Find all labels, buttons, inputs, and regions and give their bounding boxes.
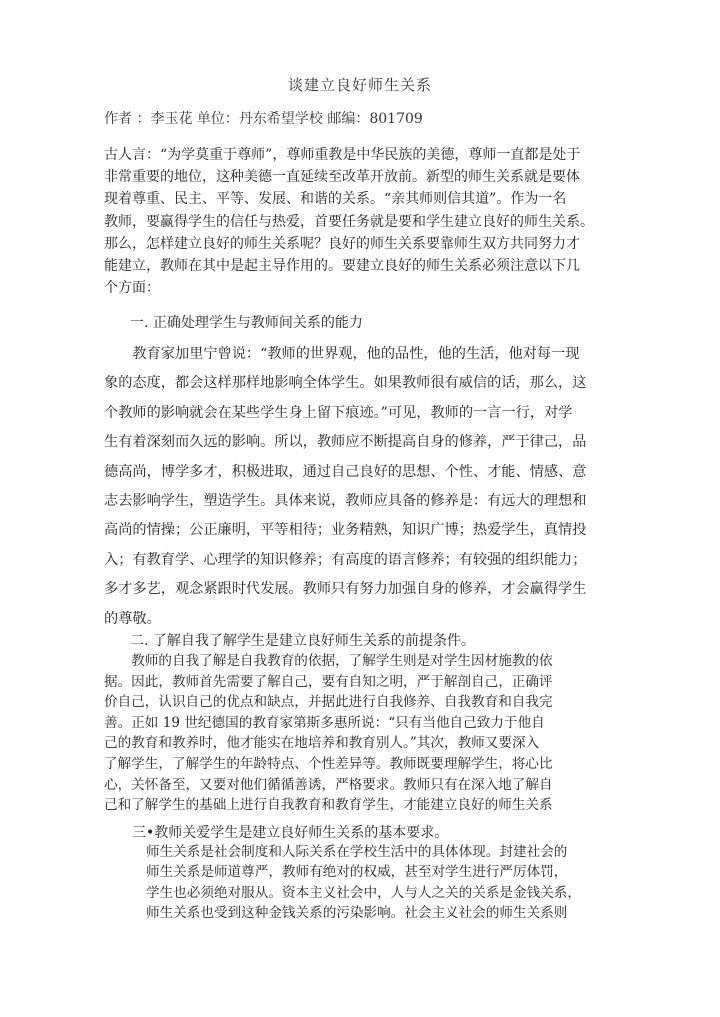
text-line: 高尚的情操；公正廉明，平等相待；业务精熟，知识广博；热爱学生，真情投 xyxy=(104,522,587,539)
text-line: 善。正如 19 世纪德国的教育家第斯多惠所说：“只有当他自己致力于他自 xyxy=(104,714,545,731)
text-line: 己和了解学生的基础上进行自我教育和教育学生，才能建立良好的师生关系 xyxy=(104,797,553,814)
text-line: 古人言：“为学莫重于尊师”，尊师重教是中华民族的美德，尊师一直都是处于 xyxy=(104,147,581,163)
text-line: 学生也必须绝对服从。资本主义社会中，人与人之关的关系是金钱关系， xyxy=(146,884,581,901)
section-2-paragraph xyxy=(104,651,624,816)
text-line: 师生关系是社会制度和人际关系在学校生活中的具体体现。封建社会的 xyxy=(146,844,568,860)
text-line: 现着尊重、民主、平等、发展、和谐的关系。“亲其师则信其道”。作为一名 xyxy=(104,191,567,208)
text-line: 个教师的影响就会在某些学生身上留下痕迹。”可见，教师的一言一行，对学 xyxy=(104,404,573,421)
section-1-heading: 一. 正确处理学生与教师间关系的能力 xyxy=(130,315,363,331)
section-1-paragraph xyxy=(104,340,624,634)
text-line: 教师的自我了解是自我教育的依据，了解学生则是对学生因材施教的依 xyxy=(104,653,553,669)
text-line: 教师，要赢得学生的信任与热爱，首要任务就是要和学生建立良好的师生关系。 xyxy=(104,213,594,230)
intro-paragraph xyxy=(104,144,624,299)
text-line: 志去影响学生，塑造学生。具体来说，教师应具备的修养是：有远大的理想和 xyxy=(104,493,587,510)
text-line: 师生关系是师道尊严，教师有绝对的权威，甚至对学生进行严厉体罚， xyxy=(146,864,568,881)
text-line: 师生关系也受到这种金钱关系的污染影响。社会主义社会的师生关系则 xyxy=(146,905,568,922)
document-title: 谈建立良好师生关系 xyxy=(287,76,432,94)
text-line: 了解学生，了解学生的年龄特点、个性差异等。教师既要理解学生，将心比 xyxy=(104,755,553,772)
text-line: 生有着深刻而久远的影响。所以，教师应不断提高自身的修养，严于律己，品 xyxy=(104,434,587,451)
text-line: 德高尚，博学多才，积极进取，通过自己良好的思想、个性、才能、情感、意 xyxy=(104,463,587,480)
text-line: 心，关怀备至，又要对他们循循善诱，严格要求。教师只有在深入地了解自 xyxy=(104,776,553,793)
text-line: 的尊敬。 xyxy=(104,610,161,627)
text-line: 己的教育和教养时，他才能实在地培养和教育别人。”其次，教师又要深入 xyxy=(104,735,540,752)
text-line: 象的态度，都会这样那样地影响全体学生。如果教师很有威信的话，那么，这 xyxy=(104,375,587,392)
text-line: 个方面： xyxy=(104,280,160,297)
text-line: 非常重要的地位，这种美德一直延续至改革开放前。新型的师生关系就是要体 xyxy=(104,169,580,186)
text-line: 价自己，认识自己的优点和缺点，并据此进行自我修养、自我教育和自我完 xyxy=(104,694,553,711)
text-line: 据。因此，教师首先需要了解自己，要有自知之明，严于解剖自己，正确评 xyxy=(104,673,553,690)
text-line: 入；有教育学、心理学的知识修养；有高度的语言修养；有较强的组织能力； xyxy=(104,551,587,568)
section-3-heading: 三•教师关爱学生是建立良好师生关系的基本要求。 xyxy=(132,825,449,841)
section-2-heading: 二. 了解自我了解学生是建立良好师生关系的前提条件。 xyxy=(130,633,475,649)
text-line: 能建立，教师在其中是起主导作用的。要建立良好的师生关系必须注意以下几 xyxy=(104,258,580,275)
section-3-paragraph xyxy=(146,842,646,924)
text-line: 教育家加里宁曾说：“教师的世界观，他的品性，他的生活，他对每一现 xyxy=(104,346,580,362)
text-line: 多才多艺，观念紧跟时代发展。教师只有努力加强自身的修养，才会赢得学生 xyxy=(104,581,587,598)
author-byline: 作者 ：李玉花 单位：丹东希望学校 邮编：801709 xyxy=(104,111,423,127)
text-line: 那么，怎样建立良好的师生关系呢？良好的师生关系要靠师生双方共同努力才 xyxy=(104,235,580,252)
